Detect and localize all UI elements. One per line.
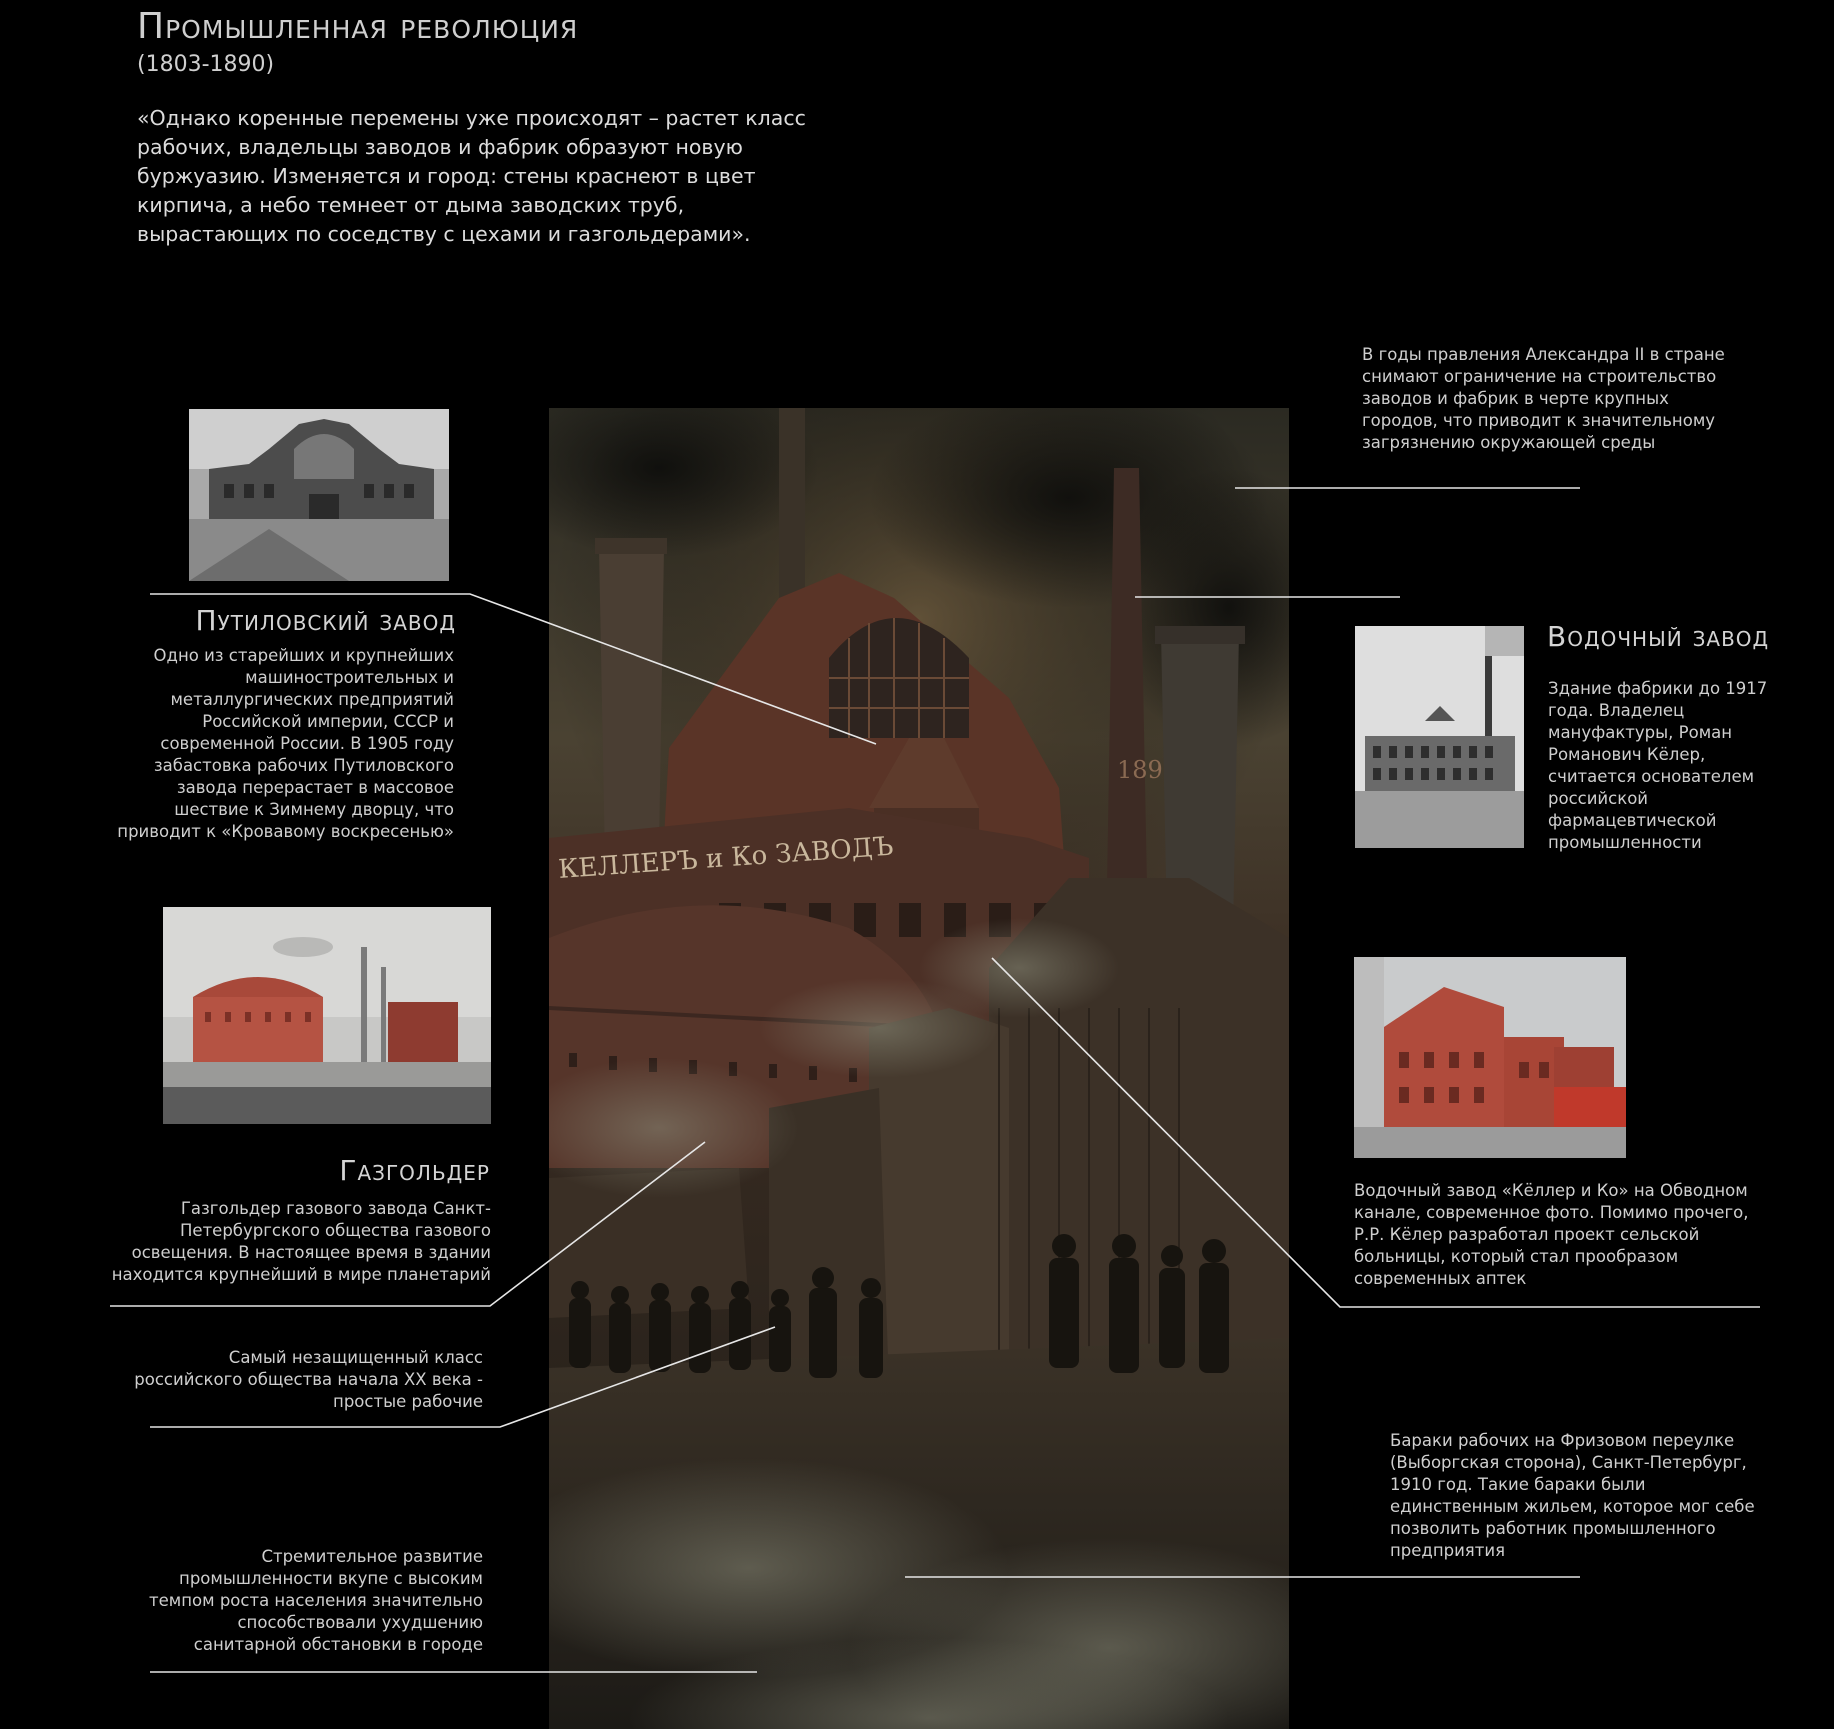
keller-description: Водочный завод «Кёллер и Ко» на Обводном канале, современное фото. Помимо прочего, Р.Р. Кёлер разработал проект сельской больницы, который стал прообразом современных аптек	[1354, 1181, 1749, 1288]
vodka-description: Здание фабрики до 1917 года. Владелец мануфактуры, Роман Романович Кёлер, считается основателем российской фармацевтической промышленности	[1548, 679, 1768, 852]
keller-sign-text: КЕЛЛЕРЪ и Ко ЗАВОДЪ	[557, 831, 895, 885]
page-title: Промышленная революция	[137, 6, 579, 47]
page-years: (1803-1890)	[137, 52, 275, 77]
barracks-note: Бараки рабочих на Фризовом переулке (Выборгская сторона), Санкт-Петербург, 1910 год. Такие бараки были единственным жильем, которое мог себе позволить работник промышленного предприятия	[1390, 1431, 1755, 1560]
gasholder-description: Газгольдер газового завода Санкт-Петербургского общества газового освещения. В настоящее время в здании находится крупнейший в мире планетарий	[111, 1199, 491, 1284]
sanitary-note: Стремительное развитие промышленности вкупе с высоким темпом роста населения значительно способствовали ухудшению санитарной обстановки в городе	[149, 1547, 483, 1654]
gasholder-heading: Газгольдер	[339, 1154, 490, 1187]
industrial-collage-image	[549, 408, 1289, 1729]
gasholder-photo	[163, 907, 491, 1124]
vodka-factory-old-photo	[1355, 626, 1524, 848]
putilov-description: Одно из старейших и крупнейших машиностроительных и металлургических предприятий Российской империи, СССР и современной России. В 1905 году забастовка рабочих Путиловского завода перерастает в массовое шествие к Зимнему дворцу, что приводит к «Кровавому воскресенью»	[117, 646, 454, 841]
putilov-heading: Путиловский завод	[195, 604, 456, 637]
chimney-number-text: 189	[1117, 756, 1163, 784]
vodka-heading: Водочный завод	[1547, 620, 1770, 653]
alexander-note: В годы правления Александра II в стране снимают ограничение на строительство заводов и фабрик в черте крупных городов, что приводит к значительному загрязнению окружающей среды	[1362, 345, 1725, 452]
workers-note: Самый незащищенный класс российского общества начала XX века - простые рабочие	[134, 1348, 483, 1411]
keller-factory-photo	[1354, 957, 1626, 1158]
putilov-factory-photo	[189, 409, 449, 581]
intro-quote: «Однако коренные перемены уже происходят – растет класс рабочих, владельцы заводов и фабрик образуют новую буржуазию. Изменяется и город: стены краснеют в цвет кирпича, а небо темнеет от дыма заводских труб, вырастающих по соседству с цехами и газгольдерами».	[137, 106, 806, 246]
